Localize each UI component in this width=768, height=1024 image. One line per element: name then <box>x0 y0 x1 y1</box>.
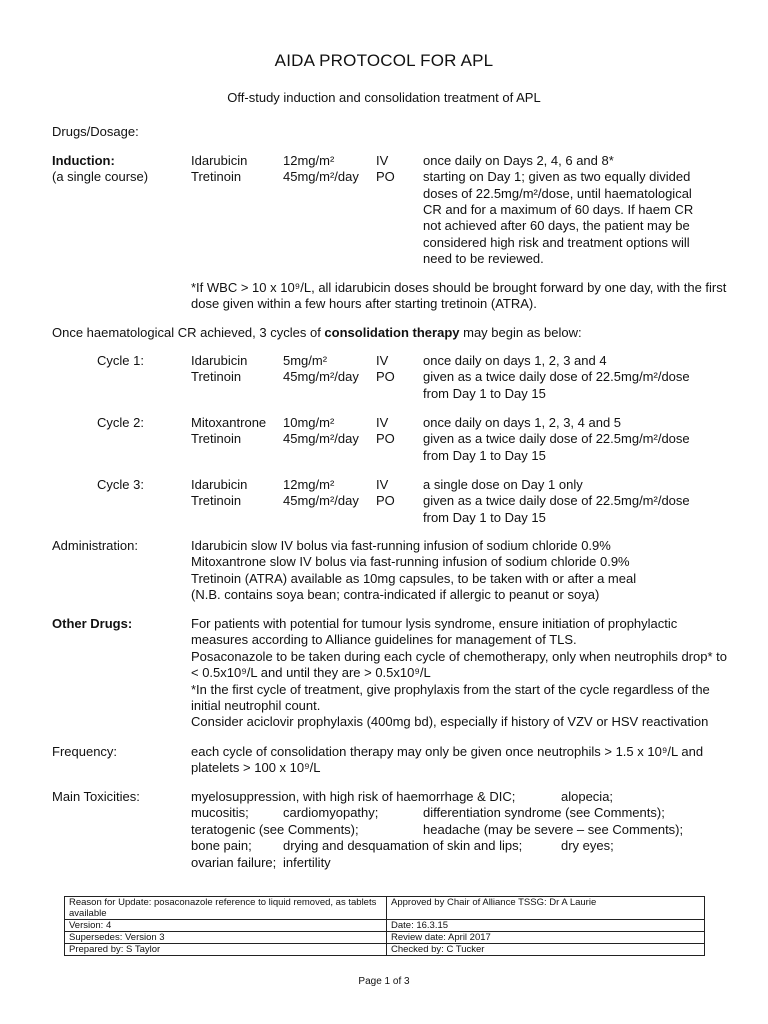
note-line: doses of 22.5mg/m²/dose, until haematological <box>423 185 692 201</box>
cycle-drug-note: given as a twice daily dose of 22.5mg/m²/dose <box>423 431 690 446</box>
cycle-drug-dose: 12mg/m² <box>283 477 335 492</box>
table-row <box>65 932 705 944</box>
drugs-dosage-label: Drugs/Dosage: <box>52 124 139 139</box>
cycle-drug-dose: 45mg/m²/day <box>283 369 359 384</box>
cycle-drug-name: Tretinoin <box>191 431 242 446</box>
intro-text: Once haematological CR achieved, 3 cycles of <box>52 325 325 340</box>
cycle-note-continued: from Day 1 to Day 15 <box>423 447 546 463</box>
intro-bold-text: consolidation therapy <box>324 325 460 340</box>
page-title: AIDA PROTOCOL FOR APL <box>274 51 494 70</box>
note-line: *If WBC > 10 x 10⁹/L, all idarubicin doses should be brought forward by one day, with the first <box>191 280 727 295</box>
table-cell: Date: 16.3.15 <box>387 920 705 932</box>
cycle-label: Cycle 3: <box>97 477 144 492</box>
document-control-table <box>64 896 705 956</box>
note-line: considered high risk and treatment options will <box>423 234 690 250</box>
cycle-drug-note: a single dose on Day 1 only <box>423 477 583 492</box>
induction-note-continued <box>423 186 693 268</box>
text-line: Mitoxantrone slow IV bolus via fast-running infusion of sodium chloride 0.9% <box>191 554 630 570</box>
cycle-drug-route: PO <box>376 431 395 446</box>
toxicity-item: cardiomyopathy; <box>283 805 379 820</box>
cycle-drug-note: given as a twice daily dose of 22.5mg/m²/dose <box>423 493 690 508</box>
text-line: (N.B. contains soya bean; contra-indicated if allergic to peanut or soya) <box>191 587 600 603</box>
page-subtitle: Off-study induction and consolidation treatment of APL <box>227 90 541 105</box>
cycle-drug-route: PO <box>376 369 395 384</box>
text-line: Idarubicin slow IV bolus via fast-running infusion of sodium chloride 0.9% <box>191 538 611 553</box>
induction-drug-name: Idarubicin <box>191 153 248 168</box>
cycle-drug-route: PO <box>376 493 395 508</box>
table-cell: Prepared by: S Taylor <box>65 944 387 956</box>
cycle-drug-dose: 45mg/m²/day <box>283 493 359 508</box>
cycle-drug-name: Tretinoin <box>191 493 242 508</box>
toxicity-item: infertility <box>283 855 331 870</box>
table-row <box>65 897 705 920</box>
toxicity-item: mucositis; <box>191 805 249 820</box>
cycle-note-continued: from Day 1 to Day 15 <box>423 385 546 401</box>
cycle-note-continued: from Day 1 to Day 15 <box>423 509 546 525</box>
induction-sublabel: (a single course) <box>52 169 149 184</box>
induction-label: Induction: <box>52 153 115 168</box>
table-cell: Checked by: C Tucker <box>387 944 705 956</box>
text-line: < 0.5x10⁹/L and until they are > 0.5x10⁹/L <box>191 665 431 681</box>
text-line: Tretinoin (ATRA) available as 10mg capsules, to be taken with or after a meal <box>191 570 637 586</box>
text-line: Consider aciclovir prophylaxis (400mg bd), especially if history of VZV or HSV reactivation <box>191 714 709 730</box>
induction-drug-route: IV <box>376 153 389 168</box>
page-number: Page 1 of 3 <box>358 976 410 987</box>
wbc-note <box>191 280 726 313</box>
text-line: *In the first cycle of treatment, give prophylaxis from the start of the cycle regardless of the <box>191 681 710 697</box>
cycle-drug-name: Idarubicin <box>191 353 248 368</box>
cycle-drug-route: IV <box>376 353 389 368</box>
toxicity-item: myelosuppression, with high risk of haemorrhage & DIC; <box>191 789 516 804</box>
toxicity-item: bone pain; <box>191 838 252 853</box>
administration-text <box>191 538 636 604</box>
toxicity-item: alopecia; <box>561 789 614 804</box>
cycle-drug-name: Idarubicin <box>191 477 248 492</box>
cycle-drug-route: IV <box>376 477 389 492</box>
toxicity-item: drying and desquamation of skin and lips; <box>283 838 523 853</box>
frequency-text <box>191 744 703 777</box>
note-line: need to be reviewed. <box>423 251 544 267</box>
cycle-drug-dose: 45mg/m²/day <box>283 431 359 446</box>
toxicities-label: Main Toxicities: <box>52 789 140 804</box>
toxicity-item: dry eyes; <box>561 838 614 853</box>
toxicity-item: differentiation syndrome (see Comments); <box>423 805 665 820</box>
cycle-drug-note: once daily on days 1, 2, 3, 4 and 5 <box>423 415 622 430</box>
table-row <box>65 944 705 956</box>
text-line: Posaconazole to be taken during each cycle of chemotherapy, only when neutrophils drop* to <box>191 648 727 664</box>
note-line: not achieved after 60 days, the patient may be <box>423 218 690 234</box>
consolidation-intro <box>52 325 582 341</box>
table-cell: Review date: April 2017 <box>387 932 705 944</box>
text-line: measures according to Alliance guidelines for management of TLS. <box>191 632 577 648</box>
table-cell: Version: 4 <box>65 920 387 932</box>
text-line: initial neutrophil count. <box>191 697 321 713</box>
toxicity-item: teratogenic (see Comments); <box>191 822 359 837</box>
note-line: dose given within a few hours after starting tretinoin (ATRA). <box>191 296 537 312</box>
cycle-drug-dose: 10mg/m² <box>283 415 335 430</box>
cycle-label: Cycle 1: <box>97 353 144 368</box>
toxicity-item: ovarian failure; <box>191 855 277 870</box>
table-row <box>65 920 705 932</box>
cycle-drug-route: IV <box>376 415 389 430</box>
cycle-drug-note: once daily on days 1, 2, 3 and 4 <box>423 353 607 368</box>
cycle-drug-name: Tretinoin <box>191 369 242 384</box>
note-line: CR and for a maximum of 60 days. If haem CR <box>423 201 694 217</box>
table-cell: Reason for Update: posaconazole reference to liquid removed, as tablets available <box>65 897 387 920</box>
intro-text: may begin as below: <box>459 325 582 340</box>
induction-drug-note: starting on Day 1; given as two equally divided <box>423 169 691 184</box>
text-line: platelets > 100 x 10⁹/L <box>191 760 321 776</box>
cycle-drug-dose: 5mg/m² <box>283 353 328 368</box>
cycle-drug-note: given as a twice daily dose of 22.5mg/m²/dose <box>423 369 690 384</box>
other-drugs-label: Other Drugs: <box>52 616 133 631</box>
toxicity-item: headache (may be severe – see Comments); <box>423 822 684 837</box>
table-cell: Approved by Chair of Alliance TSSG: Dr A Laurie <box>387 897 705 920</box>
cycle-drug-name: Mitoxantrone <box>191 415 267 430</box>
text-line: each cycle of consolidation therapy may only be given once neutrophils > 1.5 x 10⁹/L and <box>191 744 704 759</box>
table-cell: Supersedes: Version 3 <box>65 932 387 944</box>
administration-label: Administration: <box>52 538 138 553</box>
induction-drug-dose: 45mg/m²/day <box>283 169 359 184</box>
frequency-label: Frequency: <box>52 744 118 759</box>
other-drugs-text <box>191 616 727 731</box>
induction-drug-route: PO <box>376 169 395 184</box>
induction-drug-dose: 12mg/m² <box>283 153 335 168</box>
cycle-label: Cycle 2: <box>97 415 144 430</box>
induction-drug-name: Tretinoin <box>191 169 242 184</box>
text-line: For patients with potential for tumour lysis syndrome, ensure initiation of prophylactic <box>191 616 678 631</box>
induction-drug-note: once daily on Days 2, 4, 6 and 8* <box>423 153 614 168</box>
